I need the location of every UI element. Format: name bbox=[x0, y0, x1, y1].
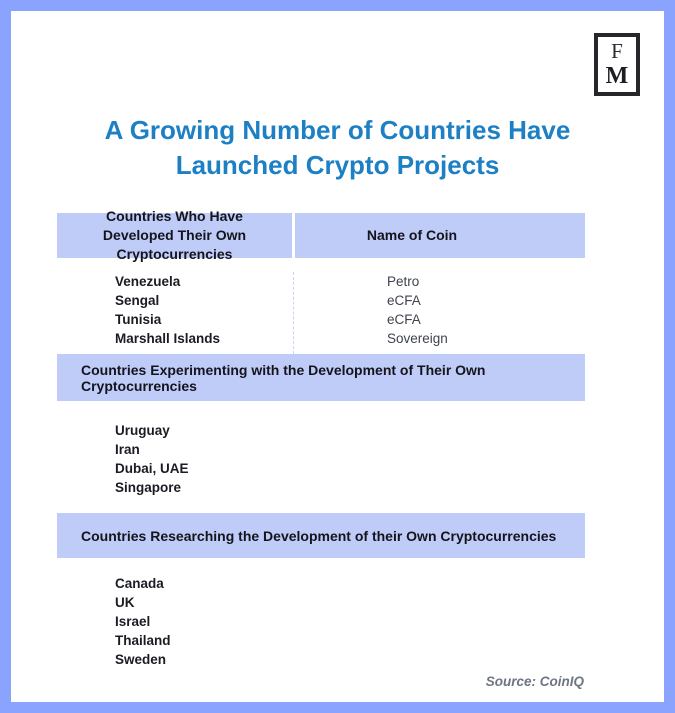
developed-table-header-row bbox=[57, 208, 585, 262]
table-row-coin: eCFA bbox=[387, 293, 421, 308]
experimenting-country-list bbox=[57, 401, 664, 497]
table-row-coin: eCFA bbox=[387, 312, 421, 327]
table-row-country: Sengal bbox=[115, 293, 160, 308]
fm-logo bbox=[594, 33, 640, 96]
page-title bbox=[11, 113, 664, 183]
source-attribution: Source: CoinIQ bbox=[485, 674, 584, 689]
list-item: Uruguay bbox=[115, 423, 170, 438]
developed-countries-table bbox=[57, 208, 585, 354]
developed-table-header-countries: Countries Who Have Developed Their Own Cryptocurrencies bbox=[57, 213, 292, 258]
logo-letter-f: F bbox=[611, 39, 623, 63]
researching-country-list bbox=[57, 558, 664, 669]
table-row-country: Venezuela bbox=[115, 274, 181, 289]
developed-coins-column bbox=[293, 272, 585, 354]
page-title-line2: Launched Crypto Projects bbox=[175, 150, 500, 180]
table-row-coin: Petro bbox=[387, 274, 420, 289]
developed-table-header-coin: Name of Coin bbox=[295, 213, 585, 258]
table-row-country: Tunisia bbox=[115, 312, 162, 327]
logo-letter-m: M bbox=[605, 63, 629, 89]
list-item: Iran bbox=[115, 442, 140, 457]
list-item: UK bbox=[115, 595, 135, 610]
list-item: Israel bbox=[115, 614, 151, 629]
table-row-coin: Sovereign bbox=[387, 331, 448, 346]
researching-section-header: Countries Researching the Development of their Own Cryptocurrencies bbox=[57, 513, 585, 558]
list-item: Thailand bbox=[115, 633, 171, 648]
list-item: Dubai, UAE bbox=[115, 461, 189, 476]
list-item: Canada bbox=[115, 576, 164, 591]
page-title-line1: A Growing Number of Countries Have bbox=[104, 115, 571, 145]
list-item: Sweden bbox=[115, 652, 167, 667]
experimenting-section-header: Countries Experimenting with the Development of Their Own Cryptocurrencies bbox=[57, 354, 585, 401]
developed-countries-column bbox=[57, 272, 293, 354]
developed-table-body bbox=[57, 258, 585, 354]
list-item: Singapore bbox=[115, 480, 182, 495]
table-row-country: Marshall Islands bbox=[115, 331, 221, 346]
